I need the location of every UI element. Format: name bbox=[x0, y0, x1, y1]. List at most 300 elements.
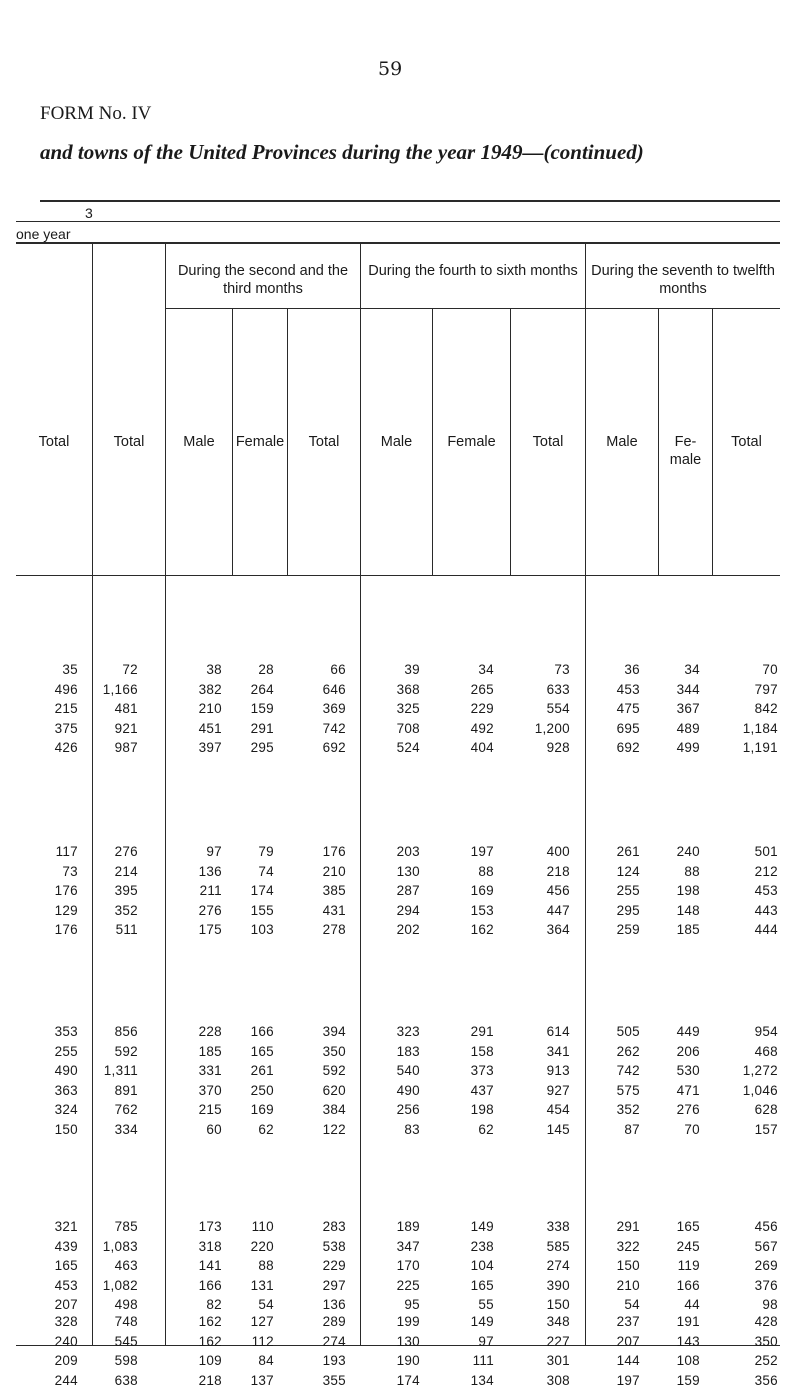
table-cell: 1,272 bbox=[742, 1063, 778, 1078]
table-cell: 170 bbox=[396, 1258, 420, 1273]
table-cell: 356 bbox=[754, 1372, 778, 1388]
table-cell: 240 bbox=[54, 1333, 78, 1349]
table-cell: 150 bbox=[546, 1297, 570, 1312]
table-cell: 240 bbox=[676, 844, 700, 859]
table-cell: 324 bbox=[54, 1102, 78, 1117]
col-header-female-4: Female bbox=[447, 434, 496, 450]
table-cell: 104 bbox=[470, 1258, 494, 1273]
table-cell: 220 bbox=[250, 1238, 274, 1254]
table-cell: 162 bbox=[198, 1314, 222, 1329]
table-cell: 131 bbox=[250, 1277, 274, 1293]
table-cell: 87 bbox=[624, 1121, 640, 1137]
table-cell: 62 bbox=[258, 1121, 274, 1137]
table-cell: 348 bbox=[546, 1314, 570, 1329]
table-row bbox=[0, 1312, 801, 1331]
table-row bbox=[0, 1042, 801, 1061]
table-row bbox=[0, 901, 801, 920]
table-cell: 264 bbox=[250, 681, 274, 697]
divider-8 bbox=[585, 244, 586, 1345]
column-number: 3 bbox=[85, 205, 93, 221]
table-cell: 628 bbox=[754, 1102, 778, 1117]
table-cell: 331 bbox=[198, 1063, 222, 1078]
table-cell: 165 bbox=[470, 1277, 494, 1293]
table-cell: 505 bbox=[616, 1024, 640, 1039]
table-cell: 797 bbox=[754, 681, 778, 697]
table-row bbox=[0, 1371, 801, 1390]
table-cell: 283 bbox=[322, 1219, 346, 1234]
table-cell: 614 bbox=[546, 1024, 570, 1039]
table-cell: 252 bbox=[754, 1353, 778, 1368]
table-cell: 276 bbox=[114, 844, 138, 859]
table-cell: 229 bbox=[322, 1258, 346, 1273]
table-cell: 122 bbox=[322, 1121, 346, 1137]
table-cell: 449 bbox=[676, 1024, 700, 1039]
table-cell: 169 bbox=[250, 1102, 274, 1117]
table-row bbox=[0, 1100, 801, 1119]
table-cell: 328 bbox=[54, 1314, 78, 1329]
table-cell: 538 bbox=[322, 1238, 346, 1254]
table-cell: 287 bbox=[396, 883, 420, 898]
table-cell: 321 bbox=[54, 1219, 78, 1234]
table-row bbox=[0, 1276, 801, 1295]
table-cell: 355 bbox=[322, 1372, 346, 1388]
table-cell: 695 bbox=[616, 720, 640, 736]
table-cell: 913 bbox=[546, 1063, 570, 1078]
table-cell: 692 bbox=[616, 740, 640, 755]
table-cell: 1,083 bbox=[102, 1238, 138, 1254]
table-cell: 954 bbox=[754, 1024, 778, 1039]
table-cell: 84 bbox=[258, 1353, 274, 1368]
table-cell: 390 bbox=[546, 1277, 570, 1293]
table-cell: 262 bbox=[616, 1043, 640, 1059]
table-cell: 1,166 bbox=[102, 681, 138, 697]
table-cell: 481 bbox=[114, 701, 138, 716]
table-cell: 1,191 bbox=[742, 740, 778, 755]
table-cell: 384 bbox=[322, 1102, 346, 1117]
rule-header-top bbox=[16, 242, 780, 244]
table-cell: 638 bbox=[114, 1372, 138, 1388]
rule-group-sub bbox=[165, 308, 780, 309]
table-cell: 338 bbox=[546, 1219, 570, 1234]
table-cell: 492 bbox=[470, 720, 494, 736]
rule-col-number bbox=[16, 221, 780, 222]
table-cell: 117 bbox=[55, 844, 78, 859]
table-cell: 150 bbox=[54, 1121, 78, 1137]
table-cell: 38 bbox=[206, 662, 222, 677]
table-cell: 39 bbox=[404, 662, 420, 677]
table-cell: 245 bbox=[676, 1238, 700, 1254]
table-row bbox=[0, 1351, 801, 1370]
table-row bbox=[0, 1256, 801, 1275]
table-cell: 103 bbox=[250, 922, 274, 937]
table-cell: 341 bbox=[546, 1043, 570, 1059]
table-cell: 256 bbox=[396, 1102, 420, 1117]
table-cell: 334 bbox=[114, 1121, 138, 1137]
table-cell: 291 bbox=[616, 1219, 640, 1234]
table-cell: 202 bbox=[396, 922, 420, 937]
table-cell: 353 bbox=[54, 1024, 78, 1039]
table-cell: 155 bbox=[250, 902, 274, 918]
table-cell: 212 bbox=[754, 863, 778, 879]
table-cell: 364 bbox=[546, 922, 570, 937]
table-cell: 259 bbox=[616, 922, 640, 937]
form-number: FORM No. IV bbox=[40, 103, 152, 124]
table-cell: 36 bbox=[624, 662, 640, 677]
table-cell: 443 bbox=[754, 902, 778, 918]
table-cell: 453 bbox=[54, 1277, 78, 1293]
table-cell: 708 bbox=[396, 720, 420, 736]
table-cell: 318 bbox=[198, 1238, 222, 1254]
table-cell: 130 bbox=[396, 1333, 420, 1349]
table-cell: 54 bbox=[624, 1297, 640, 1312]
table-cell: 447 bbox=[546, 902, 570, 918]
table-cell: 276 bbox=[676, 1102, 700, 1117]
table-cell: 295 bbox=[250, 740, 274, 755]
table-cell: 382 bbox=[198, 681, 222, 697]
table-cell: 987 bbox=[114, 740, 138, 755]
table-cell: 400 bbox=[546, 844, 570, 859]
table-cell: 261 bbox=[250, 1063, 274, 1078]
table-row bbox=[0, 1237, 801, 1256]
table-cell: 60 bbox=[206, 1121, 222, 1137]
table-cell: 206 bbox=[676, 1043, 700, 1059]
table-cell: 199 bbox=[396, 1314, 420, 1329]
table-cell: 34 bbox=[684, 662, 700, 677]
table-cell: 437 bbox=[470, 1082, 494, 1098]
table-cell: 109 bbox=[198, 1353, 222, 1368]
table-cell: 891 bbox=[114, 1082, 138, 1098]
table-cell: 301 bbox=[546, 1353, 570, 1368]
table-cell: 598 bbox=[114, 1353, 138, 1368]
table-cell: 141 bbox=[198, 1258, 222, 1273]
table-cell: 475 bbox=[616, 701, 640, 716]
table-cell: 166 bbox=[676, 1277, 700, 1293]
table-cell: 278 bbox=[322, 922, 346, 937]
table-cell: 496 bbox=[54, 681, 78, 697]
table-cell: 145 bbox=[546, 1121, 570, 1137]
table-cell: 238 bbox=[470, 1238, 494, 1254]
table-cell: 439 bbox=[54, 1238, 78, 1254]
table-cell: 197 bbox=[470, 844, 494, 859]
table-cell: 567 bbox=[754, 1238, 778, 1254]
table-cell: 108 bbox=[676, 1353, 700, 1368]
table-cell: 453 bbox=[616, 681, 640, 697]
table-cell: 129 bbox=[54, 902, 78, 918]
table-cell: 218 bbox=[198, 1372, 222, 1388]
table-cell: 190 bbox=[396, 1353, 420, 1368]
table-cell: 162 bbox=[198, 1333, 222, 1349]
table-cell: 456 bbox=[754, 1219, 778, 1234]
table-cell: 197 bbox=[616, 1372, 640, 1388]
table-cell: 431 bbox=[322, 902, 346, 918]
table-cell: 428 bbox=[754, 1314, 778, 1329]
table-cell: 499 bbox=[676, 740, 700, 755]
table-cell: 136 bbox=[322, 1297, 346, 1312]
table-cell: 149 bbox=[470, 1314, 494, 1329]
group-header-fourth-sixth: During the fourth to sixth months bbox=[368, 263, 578, 279]
table-row bbox=[0, 1217, 801, 1236]
col-header-male-7: Male bbox=[606, 434, 638, 450]
table-cell: 174 bbox=[250, 883, 274, 898]
table-cell: 149 bbox=[470, 1219, 494, 1234]
table-cell: 66 bbox=[330, 662, 346, 677]
table-cell: 274 bbox=[322, 1333, 346, 1349]
table-cell: 490 bbox=[396, 1082, 420, 1098]
table-cell: 369 bbox=[322, 701, 346, 716]
table-cell: 98 bbox=[762, 1297, 778, 1312]
table-cell: 134 bbox=[470, 1372, 494, 1388]
table-cell: 79 bbox=[258, 844, 274, 859]
table-cell: 265 bbox=[470, 681, 494, 697]
table-cell: 62 bbox=[478, 1121, 494, 1137]
table-cell: 73 bbox=[554, 662, 570, 677]
table-cell: 148 bbox=[676, 902, 700, 918]
table-cell: 165 bbox=[250, 1043, 274, 1059]
table-row bbox=[0, 1120, 801, 1139]
table-cell: 927 bbox=[546, 1082, 570, 1098]
table-cell: 289 bbox=[322, 1314, 346, 1329]
table-cell: 228 bbox=[198, 1024, 222, 1039]
table-cell: 297 bbox=[322, 1277, 346, 1293]
table-cell: 215 bbox=[198, 1102, 222, 1117]
table-cell: 1,046 bbox=[742, 1082, 778, 1098]
table-row bbox=[0, 862, 801, 881]
table-cell: 490 bbox=[54, 1063, 78, 1078]
table-cell: 347 bbox=[396, 1238, 420, 1254]
table-cell: 174 bbox=[396, 1372, 420, 1388]
table-cell: 363 bbox=[54, 1082, 78, 1098]
table-cell: 370 bbox=[198, 1082, 222, 1098]
table-cell: 352 bbox=[616, 1102, 640, 1117]
table-cell: 137 bbox=[250, 1372, 274, 1388]
divider-1 bbox=[92, 244, 93, 1345]
table-cell: 921 bbox=[114, 720, 138, 736]
table-cell: 97 bbox=[478, 1333, 494, 1349]
table-cell: 294 bbox=[396, 902, 420, 918]
table-cell: 112 bbox=[251, 1333, 274, 1349]
table-cell: 54 bbox=[258, 1297, 274, 1312]
col-header-total: Total bbox=[113, 434, 145, 450]
group-header-second-third: During the second and the third months bbox=[177, 263, 349, 297]
table-cell: 308 bbox=[546, 1372, 570, 1388]
table-cell: 72 bbox=[122, 662, 138, 677]
table-cell: 530 bbox=[676, 1063, 700, 1078]
table-cell: 453 bbox=[754, 883, 778, 898]
table-cell: 291 bbox=[470, 1024, 494, 1039]
col-header-total-under-one: Total bbox=[38, 434, 70, 450]
table-cell: 82 bbox=[206, 1297, 222, 1312]
table-cell: 471 bbox=[676, 1082, 700, 1098]
table-cell: 692 bbox=[322, 740, 346, 755]
table-cell: 397 bbox=[198, 740, 222, 755]
table-cell: 83 bbox=[404, 1121, 420, 1137]
col-header-male-4: Male bbox=[380, 434, 413, 450]
table-cell: 350 bbox=[754, 1333, 778, 1349]
table-cell: 143 bbox=[676, 1333, 700, 1349]
table-cell: 444 bbox=[754, 922, 778, 937]
table-cell: 211 bbox=[199, 883, 222, 898]
table-cell: 250 bbox=[250, 1082, 274, 1098]
table-cell: 185 bbox=[198, 1043, 222, 1059]
table-cell: 295 bbox=[616, 902, 640, 918]
table-cell: 210 bbox=[322, 863, 346, 879]
table-cell: 165 bbox=[54, 1258, 78, 1273]
table-cell: 404 bbox=[470, 740, 494, 755]
table-cell: 350 bbox=[322, 1043, 346, 1059]
table-cell: 373 bbox=[470, 1063, 494, 1078]
col-header-male-2: Male bbox=[183, 434, 215, 450]
table-cell: 207 bbox=[54, 1297, 78, 1312]
table-cell: 207 bbox=[616, 1333, 640, 1349]
table-cell: 592 bbox=[114, 1043, 138, 1059]
table-cell: 153 bbox=[470, 902, 494, 918]
table-cell: 489 bbox=[676, 720, 700, 736]
table-cell: 1,311 bbox=[103, 1063, 138, 1078]
table-cell: 1,082 bbox=[102, 1277, 138, 1293]
table-cell: 451 bbox=[198, 720, 222, 736]
table-cell: 255 bbox=[616, 883, 640, 898]
table-cell: 28 bbox=[258, 662, 274, 677]
table-cell: 255 bbox=[54, 1043, 78, 1059]
table-cell: 44 bbox=[684, 1297, 700, 1312]
table-cell: 269 bbox=[754, 1258, 778, 1273]
table-cell: 159 bbox=[250, 701, 274, 716]
table-row bbox=[0, 680, 801, 699]
table-cell: 227 bbox=[546, 1333, 570, 1349]
table-row bbox=[0, 842, 801, 861]
table-cell: 166 bbox=[250, 1024, 274, 1039]
table-row bbox=[0, 738, 801, 757]
col-header-total-4: Total bbox=[532, 434, 564, 450]
table-row bbox=[0, 660, 801, 679]
table-cell: 376 bbox=[754, 1277, 778, 1293]
table-cell: 456 bbox=[546, 883, 570, 898]
table-cell: 620 bbox=[322, 1082, 346, 1098]
table-cell: 136 bbox=[198, 863, 222, 879]
table-cell: 70 bbox=[684, 1121, 700, 1137]
table-cell: 344 bbox=[676, 681, 700, 697]
table-cell: 633 bbox=[546, 681, 570, 697]
table-cell: 244 bbox=[54, 1372, 78, 1388]
table-cell: 261 bbox=[616, 844, 640, 859]
table-cell: 127 bbox=[250, 1314, 274, 1329]
table-cell: 185 bbox=[676, 922, 700, 937]
table-cell: 585 bbox=[546, 1238, 570, 1254]
table-cell: 575 bbox=[616, 1082, 640, 1098]
table-cell: 748 bbox=[114, 1314, 138, 1329]
table-cell: 175 bbox=[198, 922, 222, 937]
table-cell: 385 bbox=[322, 883, 346, 898]
table-cell: 159 bbox=[676, 1372, 700, 1388]
table-cell: 210 bbox=[616, 1277, 640, 1293]
table-cell: 150 bbox=[616, 1258, 640, 1273]
table-cell: 191 bbox=[676, 1314, 700, 1329]
divider-5 bbox=[360, 244, 361, 1345]
table-cell: 785 bbox=[114, 1219, 138, 1234]
table-cell: 35 bbox=[62, 662, 78, 677]
table-cell: 169 bbox=[470, 883, 494, 898]
table-cell: 218 bbox=[546, 863, 570, 879]
table-cell: 742 bbox=[322, 720, 346, 736]
table-cell: 110 bbox=[251, 1219, 274, 1234]
table-cell: 274 bbox=[546, 1258, 570, 1273]
table-cell: 325 bbox=[396, 701, 420, 716]
table-cell: 554 bbox=[546, 701, 570, 716]
table-cell: 225 bbox=[396, 1277, 420, 1293]
table-cell: 463 bbox=[114, 1258, 138, 1273]
table-cell: 291 bbox=[250, 720, 274, 736]
table-row bbox=[0, 1081, 801, 1100]
table-cell: 198 bbox=[470, 1102, 494, 1117]
table-cell: 157 bbox=[754, 1121, 778, 1137]
table-cell: 73 bbox=[62, 863, 78, 879]
divider-2 bbox=[165, 244, 166, 1345]
table-cell: 176 bbox=[54, 922, 78, 937]
table-cell: 162 bbox=[470, 922, 494, 937]
table-cell: 209 bbox=[54, 1353, 78, 1368]
table-cell: 1,200 bbox=[534, 720, 570, 736]
table-cell: 193 bbox=[322, 1353, 346, 1368]
table-cell: 276 bbox=[198, 902, 222, 918]
table-cell: 124 bbox=[616, 863, 640, 879]
table-cell: 498 bbox=[114, 1297, 138, 1312]
table-row bbox=[0, 1061, 801, 1080]
table-cell: 214 bbox=[114, 863, 138, 879]
table-cell: 166 bbox=[198, 1277, 222, 1293]
table-cell: 511 bbox=[115, 922, 138, 937]
table-cell: 70 bbox=[762, 662, 778, 677]
table-cell: 111 bbox=[472, 1353, 494, 1368]
table-cell: 203 bbox=[396, 844, 420, 859]
table-cell: 426 bbox=[54, 740, 78, 755]
table-cell: 540 bbox=[396, 1063, 420, 1078]
table-cell: 215 bbox=[54, 701, 78, 716]
table-cell: 375 bbox=[54, 720, 78, 736]
table-cell: 592 bbox=[322, 1063, 346, 1078]
table-cell: 394 bbox=[322, 1024, 346, 1039]
table-cell: 176 bbox=[322, 844, 346, 859]
table-row bbox=[0, 920, 801, 939]
page-number: 59 bbox=[378, 58, 403, 80]
table-cell: 352 bbox=[114, 902, 138, 918]
table-cell: 762 bbox=[114, 1102, 138, 1117]
col-header-female-2: Female bbox=[235, 434, 285, 450]
table-cell: 323 bbox=[396, 1024, 420, 1039]
group-header-seventh-twelfth: During the seventh to twelfth months bbox=[591, 263, 775, 297]
table-cell: 368 bbox=[396, 681, 420, 697]
table-cell: 144 bbox=[616, 1353, 640, 1368]
table-cell: 130 bbox=[396, 863, 420, 879]
table-cell: 545 bbox=[114, 1333, 138, 1349]
table-cell: 210 bbox=[198, 701, 222, 716]
table-cell: 928 bbox=[546, 740, 570, 755]
table-cell: 501 bbox=[754, 844, 778, 859]
table-cell: 88 bbox=[258, 1258, 274, 1273]
rule-header-bottom bbox=[16, 575, 780, 576]
table-cell: 198 bbox=[676, 883, 700, 898]
table-cell: 742 bbox=[616, 1063, 640, 1078]
table-cell: 524 bbox=[396, 740, 420, 755]
table-cell: 88 bbox=[684, 863, 700, 879]
table-cell: 88 bbox=[478, 863, 494, 879]
one-year-label: one year bbox=[16, 226, 71, 242]
table-cell: 97 bbox=[206, 844, 222, 859]
table-cell: 74 bbox=[258, 863, 274, 879]
col-header-total-7: Total bbox=[731, 434, 762, 450]
table-row bbox=[0, 719, 801, 738]
table-cell: 119 bbox=[677, 1258, 700, 1273]
table-cell: 34 bbox=[478, 662, 494, 677]
